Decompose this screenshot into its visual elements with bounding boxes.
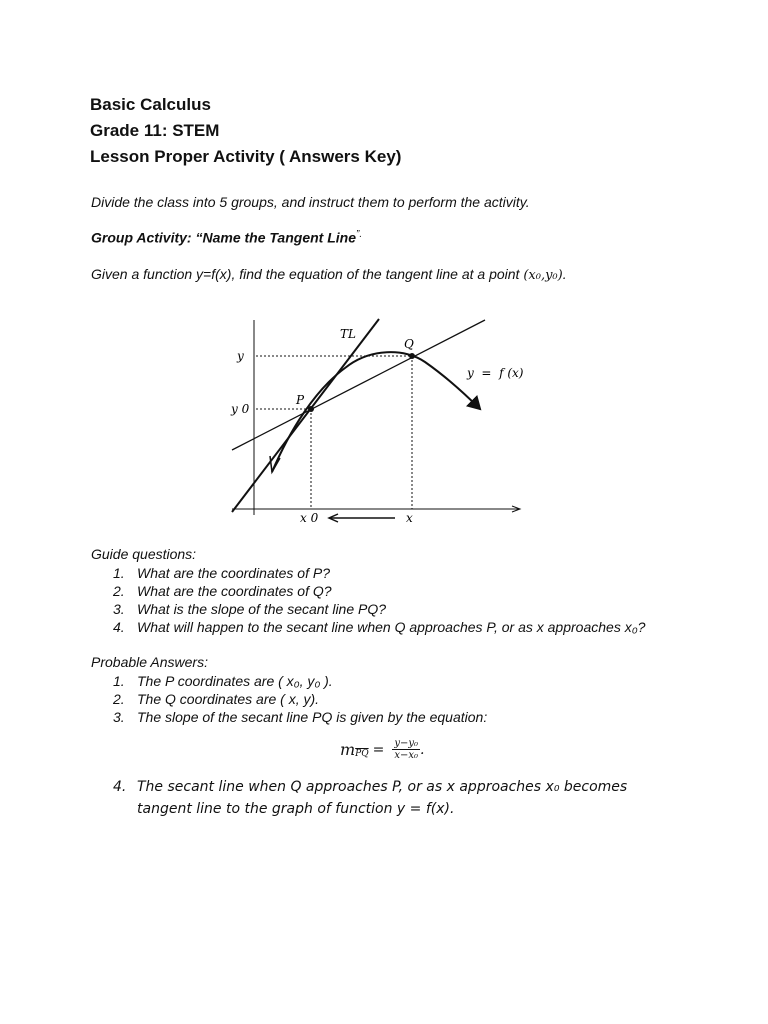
label-y0: y 0 (231, 402, 250, 416)
probable-answers-title: Probable Answers: (91, 654, 208, 670)
answer-1: 1. The P coordinates are ( x₀, y₀ ). (113, 673, 333, 689)
formula-end: . (420, 741, 425, 758)
lesson-title: Lesson Proper Activity ( Answers Key) (90, 147, 402, 166)
group-activity-text: Group Activity: “Name the Tangent Line (91, 229, 356, 246)
slope-formula (340, 738, 424, 761)
probable-answers-list (113, 672, 487, 726)
function-curve (272, 352, 480, 472)
answer-4-num: 4. (113, 779, 127, 795)
answer-4 (113, 776, 627, 820)
instruction-text: Divide the class into 5 groups, and instruct them to perform the activity. (91, 194, 530, 210)
given-text (91, 266, 567, 283)
label-function: y = f (x) (467, 366, 524, 380)
group-activity-end: ”. (356, 229, 363, 240)
answer-2: 2. The Q coordinates are ( x, y). (113, 691, 320, 707)
formula-subscript: $\overline{PQ}$ (355, 749, 369, 759)
label-q: Q (404, 337, 414, 351)
formula-numerator: y−y₀ (394, 738, 419, 749)
guide-question-2: 2. What are the coordinates of Q? (113, 583, 332, 599)
answer-4-line1: The secant line when Q approaches P, or as x approaches x₀ becomes (137, 779, 628, 795)
guide-questions-list (113, 564, 645, 636)
guide-question-3: 3. What is the slope of the secant line PQ? (113, 601, 387, 617)
formula-equals: = (372, 741, 385, 758)
grade-strand: Grade 11: STEM (90, 121, 220, 140)
formula-lhs: m (340, 740, 356, 759)
formula-denominator: x−x₀ (394, 750, 419, 761)
answer-3: 3. The slope of the secant line PQ is given by the equation: (113, 709, 488, 725)
label-p: P (296, 393, 305, 407)
given-suffix: . (562, 266, 567, 282)
guide-question-4: 4. What will happen to the secant line when Q approaches P, or as x approaches x₀? (113, 619, 646, 635)
label-tl: TL (340, 327, 356, 341)
tangent-line-graph (220, 310, 540, 530)
given-prefix: Given a function y=f(x), find the equation of the tangent line at a point (91, 266, 524, 282)
label-y: y (237, 349, 244, 363)
label-x0: x 0 (300, 511, 319, 525)
given-point: (x₀,y₀) (523, 268, 563, 283)
guide-questions-title: Guide questions: (91, 546, 197, 562)
point-q (409, 353, 415, 359)
secant-line (232, 320, 485, 450)
formula-fraction (392, 738, 420, 761)
answer-4-line2: tangent line to the graph of function y = f(x). (137, 801, 455, 817)
guide-question-1: 1. What are the coordinates of P? (113, 565, 330, 581)
course-title: Basic Calculus (90, 95, 211, 114)
group-activity-label (91, 229, 362, 246)
point-p (308, 406, 314, 412)
label-x: x (406, 511, 413, 525)
